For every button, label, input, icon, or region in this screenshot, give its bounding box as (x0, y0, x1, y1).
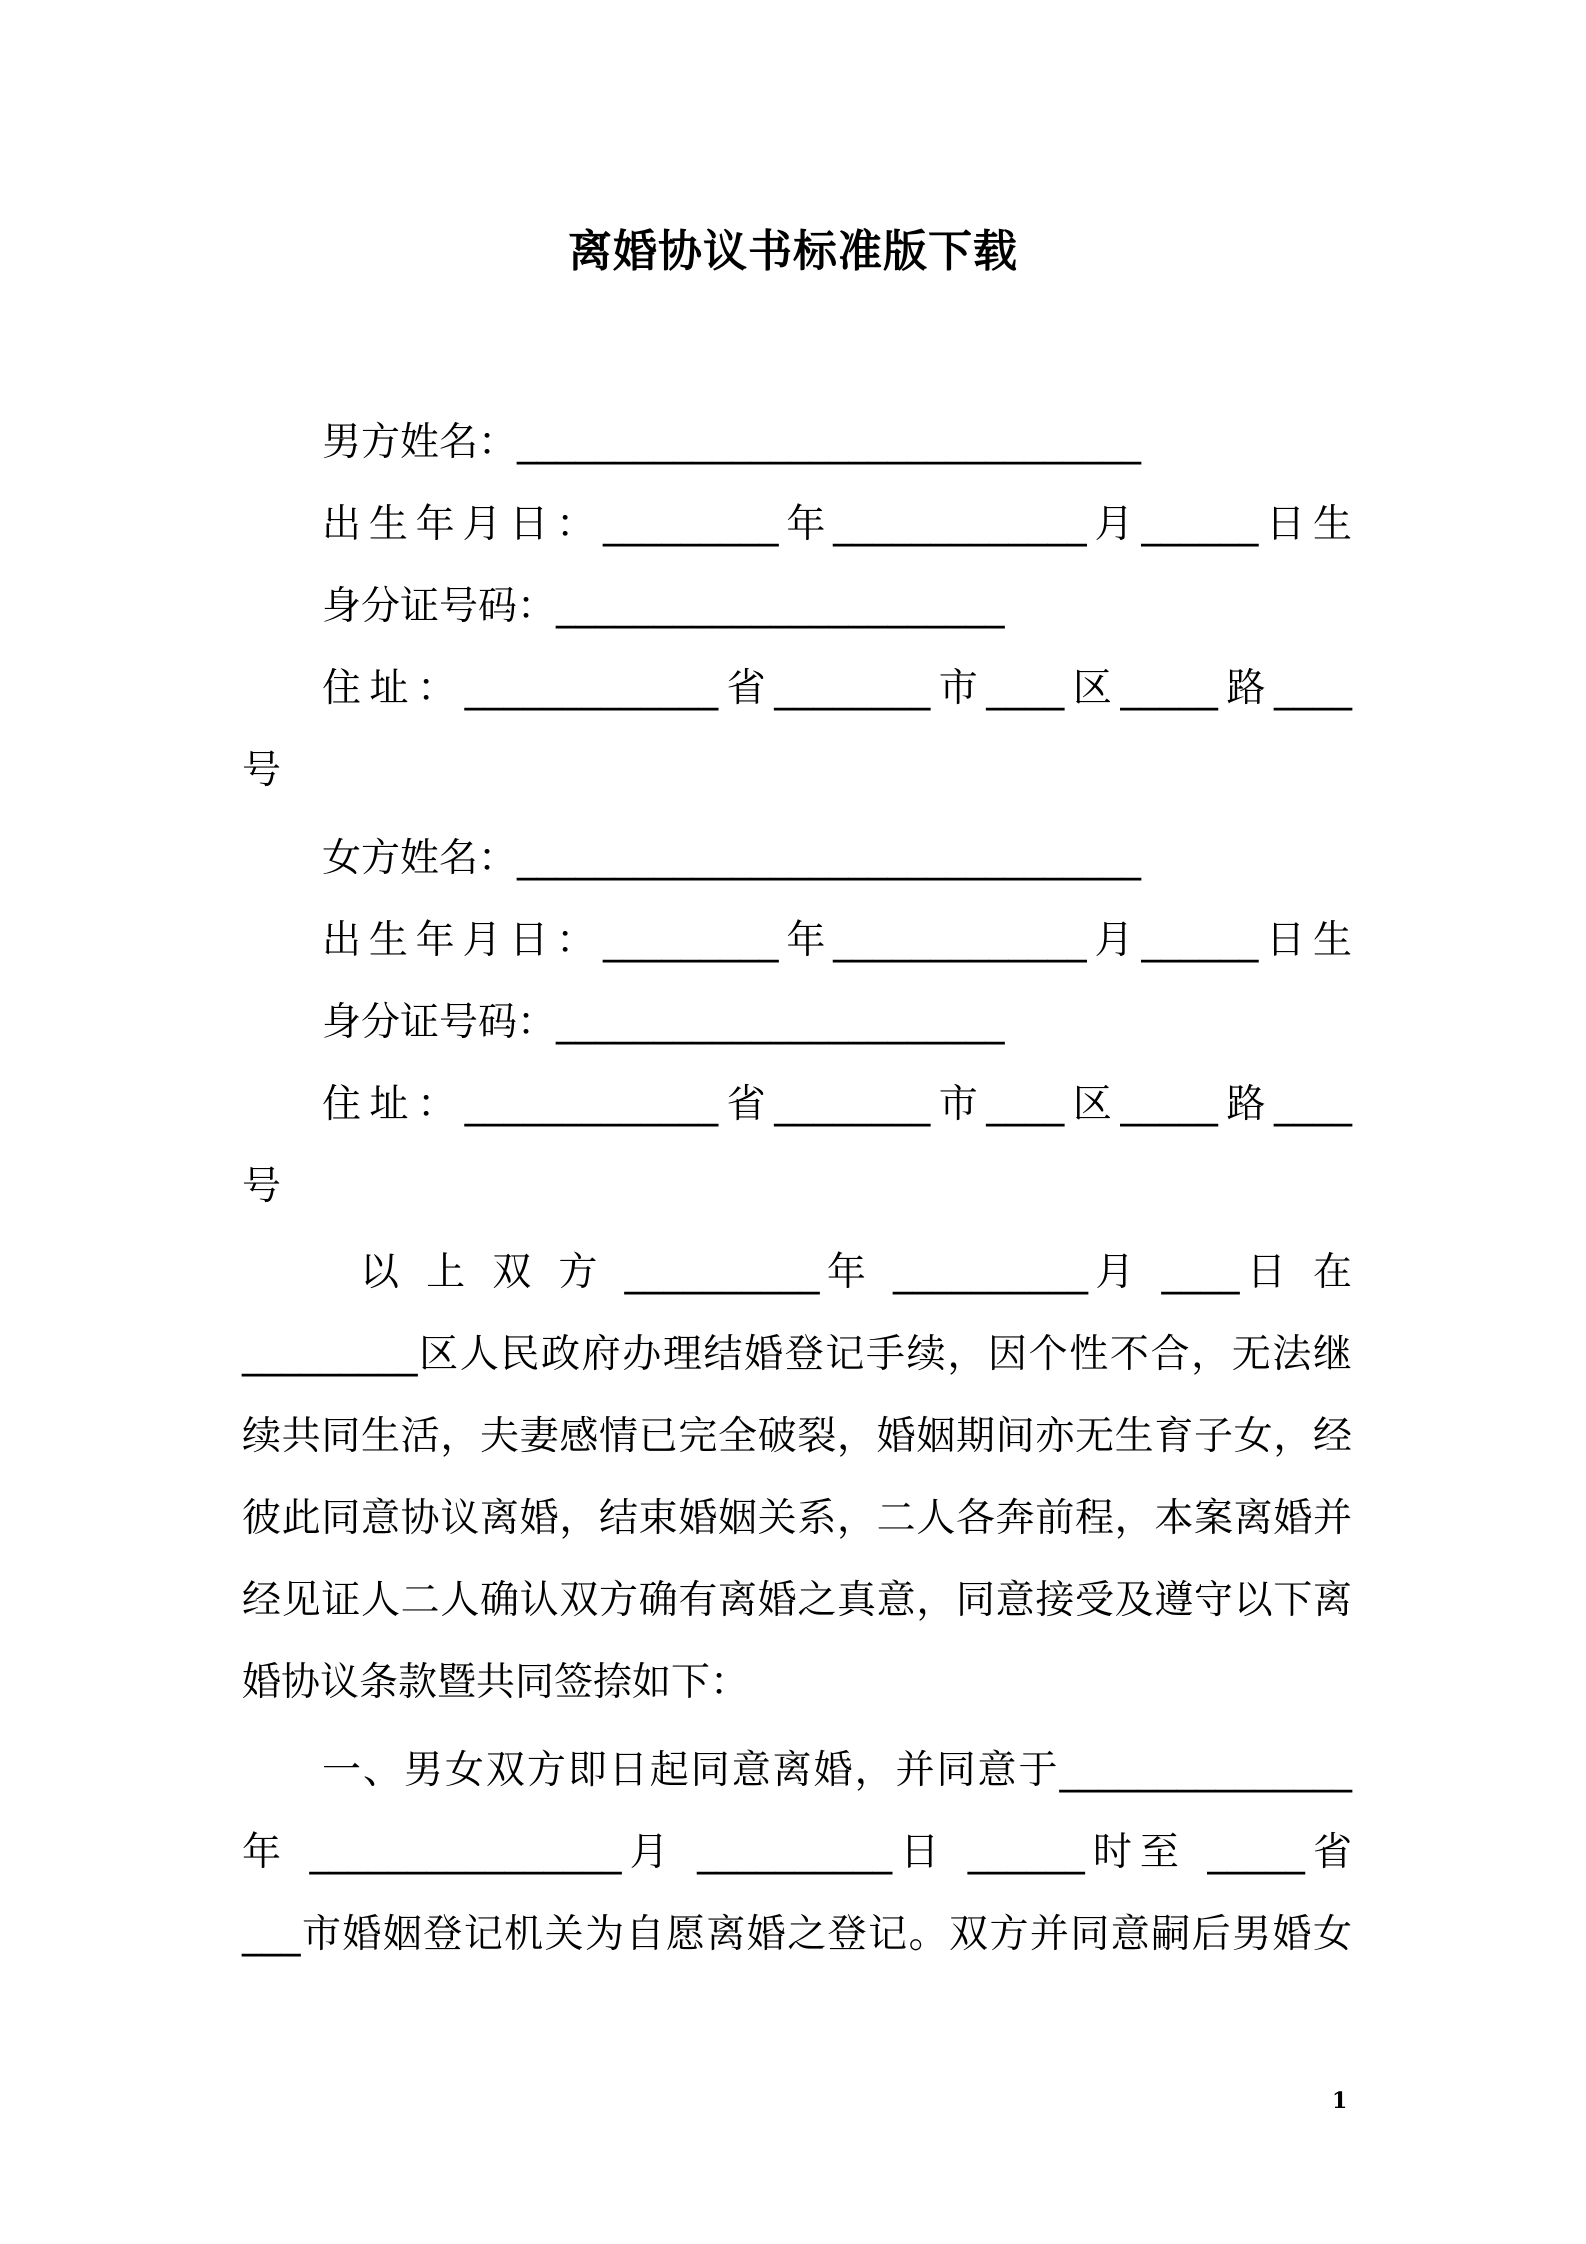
paragraph-line: 婚协议条款暨共同签捺如下： (242, 1660, 750, 1705)
female-address-line: 住址：_____________省________市____区_____路____ (322, 1082, 1352, 1127)
female-id-line: 身分证号码：_______________________ (322, 1000, 1005, 1045)
female-address-suffix: 号 (242, 1164, 282, 1209)
paragraph-line: 经见证人二人确认双方确有离婚之真意，同意接受及遵守以下离 (242, 1578, 1352, 1623)
paragraph-line: 彼此同意协议离婚，结束婚姻关系，二人各奔前程，本案离婚并 (242, 1496, 1352, 1541)
male-id-line: 身分证号码：_______________________ (322, 584, 1005, 629)
male-birthdate-line: 出生年月日：_________年_____________月______日生 (322, 502, 1352, 547)
male-address-suffix: 号 (242, 748, 282, 793)
paragraph-line: _________区人民政府办理结婚登记手续，因个性不合，无法继 (242, 1332, 1352, 1377)
clause-line: ___市婚姻登记机关为自愿离婚之登记。双方并同意嗣后男婚女 (242, 1912, 1352, 1957)
page-number: 1 (1332, 2088, 1348, 2114)
female-birthdate-line: 出生年月日：_________年_____________月______日生 (322, 918, 1352, 963)
paragraph-line: 以 上 双 方 __________年 __________月 ____日 在 (360, 1250, 1352, 1295)
paragraph-line: 续共同生活，夫妻感情已完全破裂，婚姻期间亦无生育子女，经 (242, 1414, 1352, 1459)
clause-line: 年 ________________月 __________日 ______时至 _____省 (242, 1830, 1352, 1875)
female-name-line: 女方姓名：________________________________ (322, 836, 1142, 881)
clause-line: 一、男女双方即日起同意离婚，并同意于_______________ (322, 1748, 1352, 1793)
document-title: 离婚协议书标准版下载 (568, 226, 1018, 277)
male-name-line: 男方姓名：________________________________ (322, 420, 1142, 465)
male-address-line: 住址：_____________省________市____区_____路____ (322, 666, 1352, 711)
